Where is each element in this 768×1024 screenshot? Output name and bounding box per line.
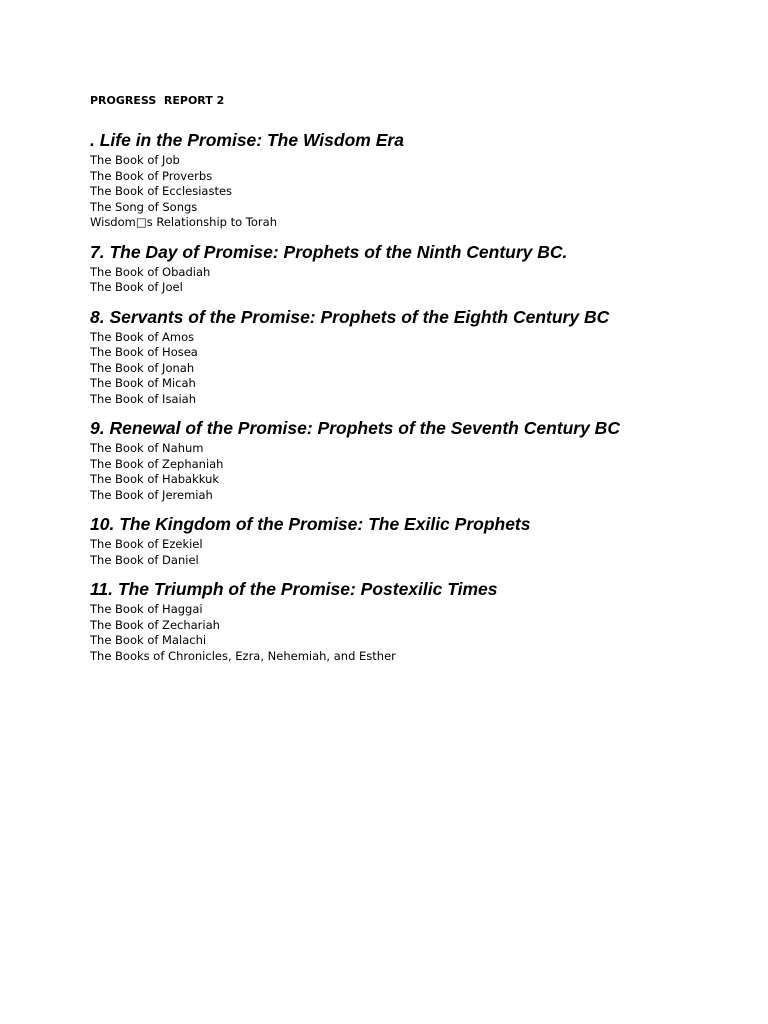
section-wisdom-era: [90, 129, 730, 231]
book-item: The Song of Songs: [90, 199, 198, 214]
book-item: The Book of Proverbs: [90, 168, 213, 183]
book-list: [90, 265, 730, 296]
book-item: The Book of Hosea: [90, 345, 198, 359]
book-list: [90, 602, 730, 664]
book-item: The Book of Ezekiel: [90, 537, 203, 551]
section-heading: 7. The Day of Promise: Prophets of the Ninth Century BC.: [90, 241, 568, 262]
report-title: PROGRESS REPORT 2: [90, 94, 225, 107]
book-item: The Book of Joel: [90, 280, 183, 294]
book-item: The Book of Zephaniah: [90, 456, 224, 471]
book-item: Wisdom□s Relationship to Torah: [90, 215, 277, 229]
section-postexilic-times: [90, 578, 730, 664]
book-item: The Book of Obadiah: [90, 264, 211, 279]
section-seventh-century: [90, 417, 730, 503]
section-exilic-prophets: [90, 513, 730, 568]
book-list: [90, 153, 730, 231]
book-item: The Book of Haggai: [90, 602, 203, 616]
book-item: The Book of Malachi: [90, 633, 207, 647]
section-heading: 10. The Kingdom of the Promise: The Exilic Prophets: [90, 514, 531, 534]
book-item: The Book of Nahum: [90, 441, 204, 455]
section-ninth-century: [90, 241, 730, 296]
document-page: [90, 93, 730, 664]
book-item: The Book of Jonah: [90, 360, 195, 375]
book-item: The Book of Isaiah: [90, 391, 197, 406]
book-item: The Book of Ecclesiastes: [90, 184, 233, 198]
book-item: The Book of Daniel: [90, 552, 199, 567]
section-heading: 8. Servants of the Promise: Prophets of the Eighth Century BC: [90, 306, 610, 327]
section-eighth-century: [90, 306, 730, 408]
book-list: [90, 537, 730, 568]
book-item: The Book of Jeremiah: [90, 487, 213, 502]
book-list: [90, 330, 730, 408]
section-heading: 9. Renewal of the Promise: Prophets of the Seventh Century BC: [90, 418, 620, 438]
book-item: The Book of Micah: [90, 376, 196, 390]
book-item: The Book of Amos: [90, 329, 195, 344]
book-item: The Book of Zechariah: [90, 617, 220, 632]
section-heading: 11. The Triumph of the Promise: Postexilic Times: [90, 579, 498, 599]
book-item: The Book of Habakkuk: [90, 472, 220, 486]
section-heading: . Life in the Promise: The Wisdom Era: [90, 130, 404, 150]
book-list: [90, 441, 730, 503]
book-item: The Books of Chronicles, Ezra, Nehemiah, and Esther: [90, 648, 396, 663]
book-item: The Book of Job: [90, 153, 180, 167]
